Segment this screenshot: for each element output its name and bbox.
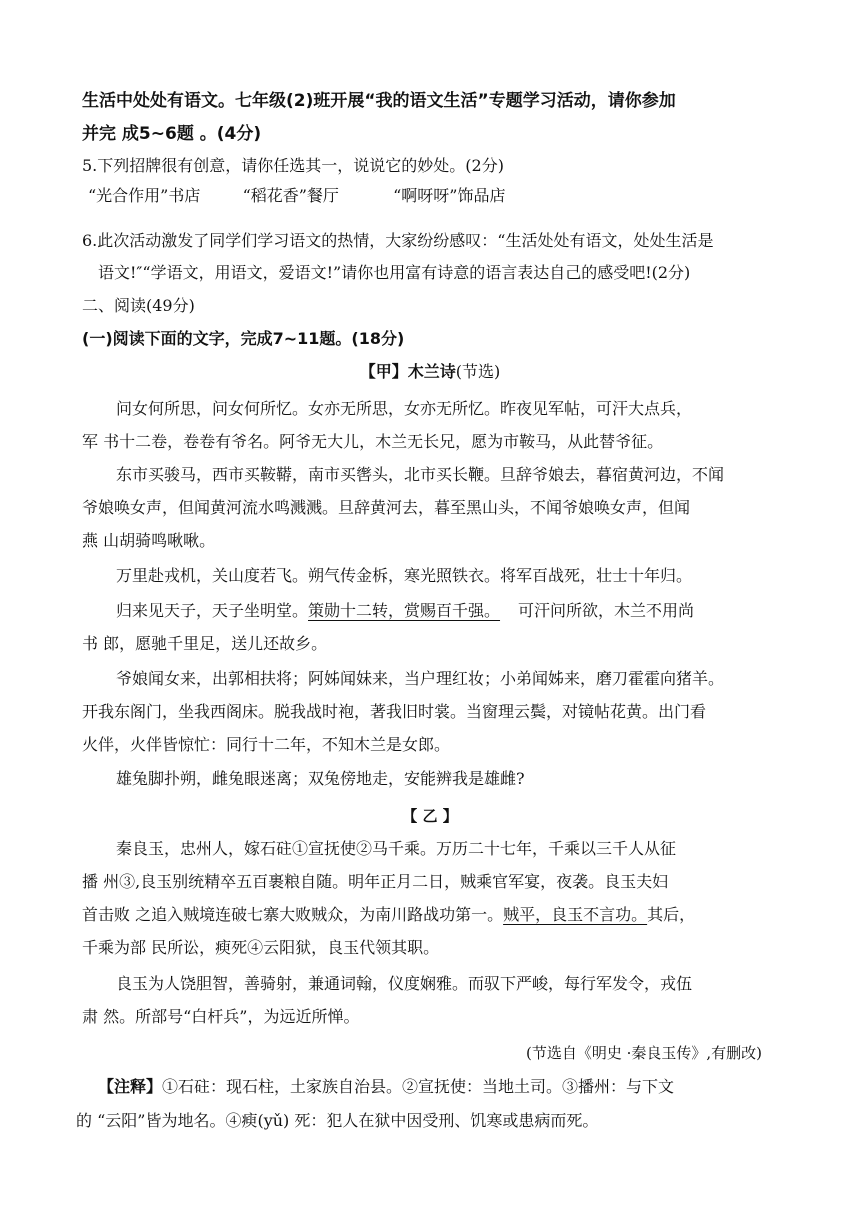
passage-line-underlined (82, 899, 695, 931)
passage-yi-title: 【 乙 】 (402, 807, 458, 825)
poem-line: 燕 山胡骑鸣啾啾。 (82, 531, 216, 550)
intro-line-2: 并完 成5~6题 。(4分) (82, 124, 262, 144)
part-heading: (一)阅读下面的文字，完成7~11题。(18分) (82, 329, 405, 348)
sign-item: “啊呀呀”饰品店 (393, 186, 506, 205)
poem-line: 开我东阁门，坐我西阁床。脱我战时袍，著我旧时裳。当窗理云鬓，对镜帖花黄。出门看 (82, 702, 707, 721)
poem-line: 爷娘唤女声，但闻黄河流水鸣溅溅。旦辞黄河去，暮至黑山头，不闻爷娘唤女声，但闻 (82, 498, 691, 517)
poem-title (0, 356, 860, 388)
notes-line-2: 的 “云阳”皆为地名。④瘐(yǔ) 死：犯人在狱中因受刑、饥寒或患病而死。 (76, 1111, 599, 1130)
passage-text: 首击败 之追入贼境连破七寨大败贼众，为南川路战功第一。 (82, 905, 504, 924)
notes-label: 【注释】 (98, 1077, 163, 1096)
underlined-sentence: 贼平，良玉不言功。 (503, 905, 648, 924)
poem-line: 军 书十二卷，卷卷有爷名。阿爷无大儿，木兰无长兄，愿为市鞍马，从此替爷征。 (82, 432, 664, 451)
notes-text: ①石砫：现石柱，土家族自治县。②宣抚使：当地土司。③播州：与下文 (162, 1077, 675, 1096)
passage-line: 秦良玉，忠州人，嫁石砫①宣抚使②马千乘。万历二十七年，千乘以三千人从征 (116, 839, 677, 858)
poem-line: 东市买骏马，西市买鞍鞯，南市买辔头，北市买长鞭。旦辞爷娘去，暮宿黄河边，不闻 (116, 465, 725, 484)
passage-text: 其后， (647, 905, 696, 924)
passage-line: 肃 然。所部号“白杆兵”，为远近所惮。 (82, 1007, 360, 1026)
poem-line: 问女何所思，问女何所忆。女亦无所思，女亦无所忆。昨夜见军帖，可汗大点兵， (116, 399, 693, 418)
notes-line-1 (98, 1071, 674, 1103)
passage-line: 良玉为人饶胆智，善骑射，兼通词翰，仪度娴雅。而驭下严峻，每行军发令，戎伍 (116, 974, 693, 993)
poem-line: 火伴，火伴皆惊忙：同行十二年，不知木兰是女郎。 (82, 735, 451, 754)
passage-source: (节选自《明史 ·秦良玉传》,有删改) (525, 1044, 762, 1062)
sign-list (88, 180, 506, 212)
sign-item: “稻花香”餐厅 (242, 186, 339, 205)
poem-line: 万里赴戎机，关山度若飞。朔气传金柝，寒光照铁衣。将军百战死，壮士十年归。 (116, 566, 693, 585)
sign-item: “光合作用”书店 (88, 186, 201, 205)
question-6-line-1: 6.此次活动激发了同学们学习语文的热情，大家纷纷感叹：“生活处处有语文，处处生活是 (82, 231, 714, 250)
question-6-line-2: 语文!″“学语文，用语文，爱语文!”请你也用富有诗意的语言表达自己的感受吧!(2分) (98, 263, 691, 282)
poem-line: 雄兔脚扑朔，雌兔眼迷离；双兔傍地走，安能辨我是雄雌? (116, 769, 525, 788)
poem-title-main: 【甲】木兰诗 (359, 362, 456, 381)
poem-text: 归来见天子，天子坐明堂。 (116, 601, 309, 620)
poem-text: 可汗问所欲，木兰不用尚 (518, 601, 695, 620)
section-heading: 二、阅读(49分) (82, 296, 195, 315)
poem-line-underlined (116, 595, 694, 627)
question-5: 5.下列招牌很有创意，请你任选其一，说说它的妙处。(2分) (82, 156, 504, 175)
poem-title-note: (节选) (455, 362, 501, 381)
intro-line-1: 生活中处处有语文。七年级(2)班开展“我的语文生活”专题学习活动，请你参加 (82, 91, 676, 111)
poem-line: 书 郎，愿驰千里足，送儿还故乡。 (82, 634, 328, 653)
poem-line: 爷娘闻女来，出郭相扶将；阿姊闻妹来，当户理红妆；小弟闻姊来，磨刀霍霍向猪羊。 (116, 669, 725, 688)
passage-line: 播 州③,良玉别统精卒五百裹粮自随。明年正月二日，贼乘官军宴，夜袭。良玉夫妇 (82, 872, 669, 891)
underlined-sentence: 策勋十二转，赏赐百千强。 (308, 601, 501, 620)
passage-line: 千乘为部 民所讼，瘐死④云阳狱，良玉代领其职。 (82, 938, 440, 957)
